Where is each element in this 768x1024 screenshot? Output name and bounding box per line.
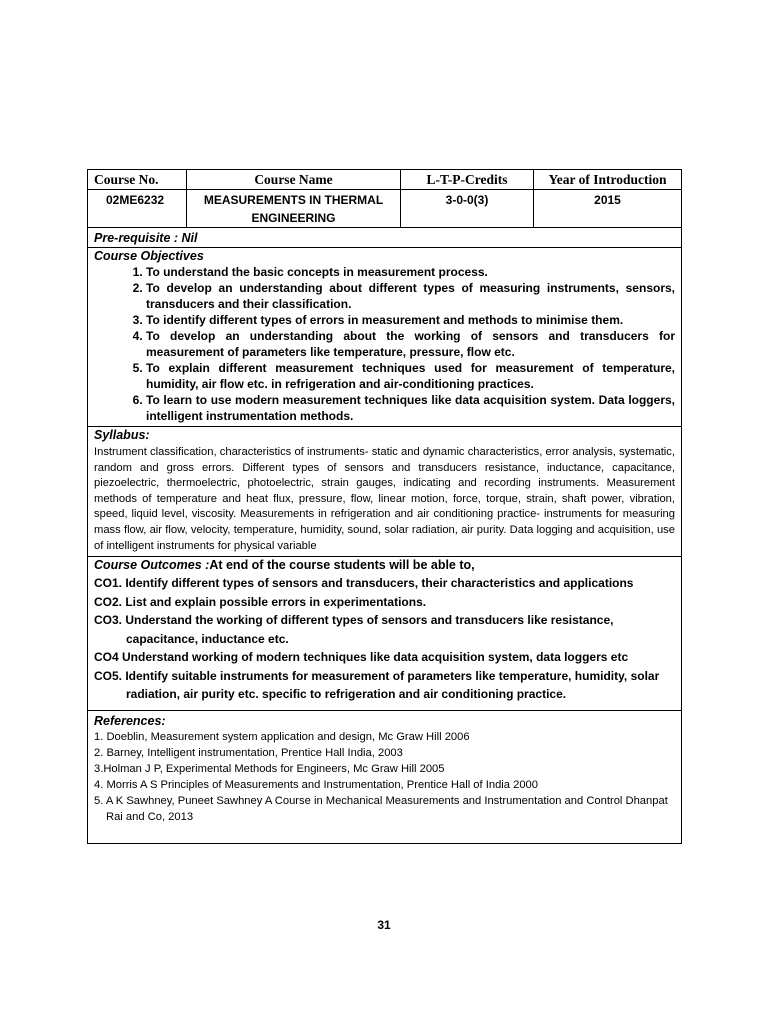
course-code: 02ME6232 <box>88 190 187 228</box>
outcome-item: CO5. Identify suitable instruments for measurement of parameters like temperature, humidity, solar radiation, air purity etc. specific to refrigeration and air conditioning practice. <box>94 668 660 702</box>
prerequisite-row <box>88 228 682 248</box>
outcome-item: CO2. List and explain possible errors in experimentations. <box>94 594 427 609</box>
outcome-item: CO4 Understand working of modern techniques like data acquisition system, data loggers etc <box>94 650 629 665</box>
objectives-row <box>88 248 682 427</box>
outcomes-heading <box>94 557 675 574</box>
outcomes-title: Course Outcomes : <box>94 558 210 573</box>
course-table <box>87 169 682 844</box>
course-year: 2015 <box>534 190 682 228</box>
objective-item: 2. To develop an understanding about different types of measuring instruments, sensors, transducers and their classification. <box>146 280 675 312</box>
header-ltp-credits: L-T-P-Credits <box>401 170 534 190</box>
objectives-list <box>94 264 675 424</box>
references-list <box>94 729 675 825</box>
header-course-name: Course Name <box>187 170 401 190</box>
objective-item: 4. To develop an understanding about the working of sensors and transducers for measurement of parameters like temperature, pressure, flow etc. <box>146 328 675 360</box>
reference-item: 5. A K Sawhney, Puneet Sawhney A Course in Mechanical Measurements and Instrumentation and Control Dhanpat Rai and Co, 2013 <box>94 794 668 823</box>
outcome-item: CO1. Identify different types of sensors and transducers, their characteristics and applications <box>94 576 634 591</box>
outcome-item: CO3. Understand the working of different types of sensors and transducers like resistance, capacitance, inductance etc. <box>94 613 614 646</box>
outcomes-row <box>88 557 682 711</box>
reference-item: 1. Doeblin, Measurement system application and design, Mc Graw Hill 2006 <box>94 730 470 743</box>
page-number: 31 <box>377 918 391 932</box>
reference-item: 3.Holman J P, Experimental Methods for Engineers, Mc Graw Hill 2005 <box>94 762 445 775</box>
course-ltp: 3-0-0(3) <box>401 190 534 228</box>
header-row <box>88 170 682 190</box>
references-title: References: <box>94 713 166 728</box>
objective-item: 6. To learn to use modern measurement techniques like data acquisition system. Data loggers, intelligent instrumentation methods. <box>146 392 675 424</box>
outcomes-intro: At end of the course students will be able to, <box>209 558 475 573</box>
reference-item: 4. Morris A S Principles of Measurements and Instrumentation, Prentice Hall of India 2000 <box>94 778 538 791</box>
course-name: MEASUREMENTS IN THERMAL ENGINEERING <box>187 190 401 228</box>
objectives-title: Course Objectives <box>94 249 204 263</box>
reference-item: 2. Barney, Intelligent instrumentation, Prentice Hall India, 2003 <box>94 746 403 759</box>
objective-item: 1. To understand the basic concepts in measurement process. <box>146 264 675 280</box>
prerequisite: Pre-requisite : Nil <box>94 231 198 245</box>
syllabus-title: Syllabus: <box>94 428 150 442</box>
course-values-row <box>88 190 682 228</box>
syllabus-row <box>88 427 682 557</box>
header-year-of-introduction: Year of Introduction <box>534 170 682 190</box>
objective-item: 5. To explain different measurement techniques used for measurement of temperature, humidity, air flow etc. in refrigeration and air-conditioning practices. <box>146 360 675 392</box>
references-row <box>88 710 682 843</box>
syllabus-text: Instrument classification, characteristics of instruments- static and dynamic characteristics, error analysis, systematic, random and gross errors. Different types of sensors and transducers resistance, inductance, capacitance, piezoelectric, thermoelectric, photoelectric, strain gauges, indicating and recording instruments. Measurement methods of temperature and heat flux, pressure, flow, linear motion, force, torque, strain, shaft power, vibration, speed, liquid level, viscosity. Measurements in refrigeration and air conditioning practice- instruments for measuring mass flow, air flow, velocity, temperature, humidity, sound, solar radiation, air purity. Data logging and acquisition, use of intelligent instruments for physical variable <box>94 446 675 552</box>
header-course-no: Course No. <box>88 170 187 190</box>
objective-item: 3. To identify different types of errors in measurement and methods to minimise them. <box>146 312 675 328</box>
